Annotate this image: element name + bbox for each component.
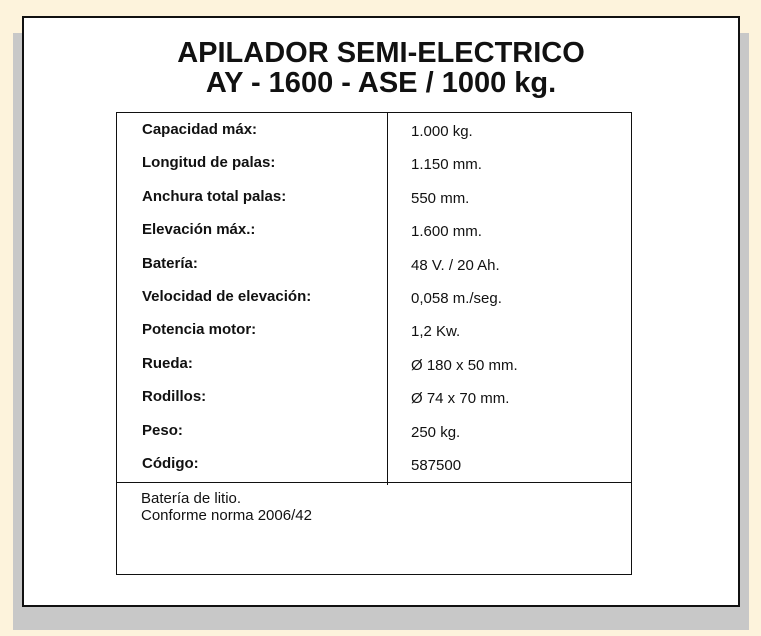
spec-label: Rodillos: [142,388,207,406]
spec-label: Batería: [142,254,198,272]
spec-row-battery [117,253,631,275]
spec-sheet-card [22,16,740,607]
spec-label: Anchura total palas: [142,187,287,205]
spec-row-motor-power [117,319,631,341]
spec-value: 1.600 mm. [411,223,482,241]
spec-row-rollers [117,386,631,408]
spec-row-lift-speed [117,286,631,308]
spec-value: 550 mm. [411,189,470,207]
title-line-product: APILADOR SEMI-ELECTRICO [177,37,585,69]
spec-label: Velocidad de elevación: [142,288,312,305]
spec-row-max-lift [117,219,631,241]
spec-value: 250 kg. [411,423,461,441]
spec-label: Código: [142,455,199,472]
spec-label: Capacidad máx: [142,121,258,138]
spec-value: 587500 [411,457,462,474]
page-title [24,38,738,98]
spec-value: 0,058 m./seg. [411,290,502,307]
note-standard: Conforme norma 2006/42 [141,507,312,524]
spec-value: 1,2 Kw. [411,323,461,341]
spec-row-wheel [117,353,631,375]
spec-label: Longitud de palas: [142,154,276,172]
notes-section [141,490,312,524]
spec-value: 48 V. / 20 Ah. [411,256,500,274]
title-line-model: AY - 1600 - ASE / 1000 kg. [205,67,557,99]
spec-value: Ø 180 x 50 mm. [411,356,518,374]
spec-row-weight [117,420,631,442]
spec-row-fork-width [117,186,631,208]
spec-value: Ø 74 x 70 mm. [411,390,510,408]
note-battery: Batería de litio. [141,490,242,507]
spec-label: Rueda: [142,354,193,372]
spec-label: Elevación máx.: [142,221,256,239]
notes-divider [117,482,631,483]
spec-table [116,112,632,575]
spec-row-capacity [117,119,631,141]
spec-label: Potencia motor: [142,321,257,339]
spec-label: Peso: [142,421,183,439]
spec-row-code [117,453,631,475]
spec-row-fork-length [117,152,631,174]
spec-value: 1.000 kg. [411,123,473,140]
spec-value: 1.150 mm. [411,156,482,174]
